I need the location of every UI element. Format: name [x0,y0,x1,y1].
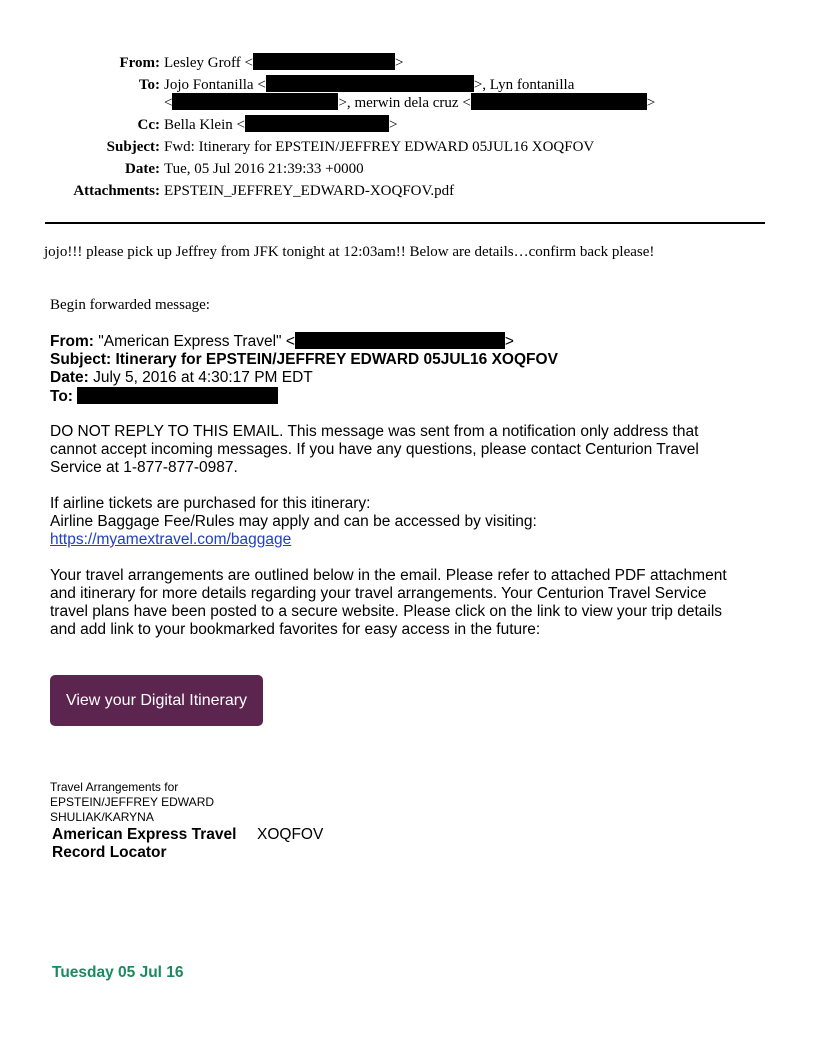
forwarded-header [50,332,558,406]
redaction-block [172,93,338,110]
attachments-label: Attachments: [73,183,160,199]
begin-forwarded: Begin forwarded message: [50,297,210,313]
date-value: Tue, 05 Jul 2016 21:39:33 +0000 [164,161,364,177]
to-name-2: Lyn fontanilla [489,77,575,93]
record-locator [52,826,324,862]
redaction-block [295,332,505,349]
attachment-file[interactable]: EPSTEIN_JEFFREY_EDWARD-XOQFOV.pdf [164,183,455,199]
intro-message: jojo!!! please pick up Jeffrey from JFK tonight at 12:03am!! Below are details…confirm back please! [44,244,655,260]
fwd-subject-row: Subject: Itinerary for EPSTEIN/JEFFREY EDWARD 05JUL16 XOQFOV [50,351,558,368]
notice-paragraph: DO NOT REPLY TO THIS EMAIL. This message was sent from a notification only address that cannot accept incoming messages. If you have any questions, please contact Centurion Travel Service at 1-877-877-0987. [50,423,699,476]
subject-label: Subject: [106,139,160,155]
from-name: Lesley Groff [164,55,241,71]
cc-name: Bella Klein [164,117,233,133]
to-name-3: merwin dela cruz [354,95,459,111]
locator-label-line-2: Record Locator [52,844,167,861]
view-itinerary-button[interactable]: View your Digital Itinerary [50,675,263,726]
travel-arrangements-for: Travel Arrangements for EPSTEIN/JEFFREY EDWARD SHULIAK/KARYNA [50,780,215,824]
baggage-link[interactable]: https://myamextravel.com/baggage [50,531,292,548]
itinerary-day-heading: Tuesday 05 Jul 16 [52,964,184,981]
arrangements-paragraph: Your travel arrangements are outlined below in the email. Please refer to attached PDF attachment and itinerary for more details regarding your travel arrangements. Your Centurion Travel Service travel plans have been posted to a secure website. Please click on the link to view your trip details and add link to your bookmarked favorites for easy access in the future: [50,567,727,638]
from-label: From: [119,55,160,71]
fwd-to-row: To: [50,387,558,406]
redaction-block [77,387,278,404]
header-divider [45,222,765,224]
to-label: To: [138,77,160,93]
subject-value: Fwd: Itinerary for EPSTEIN/JEFFREY EDWARD 05JUL16 XOQFOV [164,139,595,155]
fwd-date-row: Date: July 5, 2016 at 4:30:17 PM EDT [50,369,313,386]
locator-label-line-1: American Express Travel [52,826,237,843]
redaction-block [266,75,474,92]
redaction-block [471,93,647,110]
redaction-block [245,115,389,132]
to-name-1: Jojo Fontanilla [164,77,254,93]
date-label: Date: [125,161,160,177]
locator-code: XOQFOV [257,826,324,843]
cc-label: Cc: [137,117,160,133]
fwd-from-row: From: "American Express Travel" < > [50,333,514,350]
redaction-block [253,53,395,70]
baggage-paragraph: If airline tickets are purchased for this itinerary: Airline Baggage Fee/Rules may apply and can be accessed by visiting: https://myamextravel.com/baggage [50,495,537,548]
